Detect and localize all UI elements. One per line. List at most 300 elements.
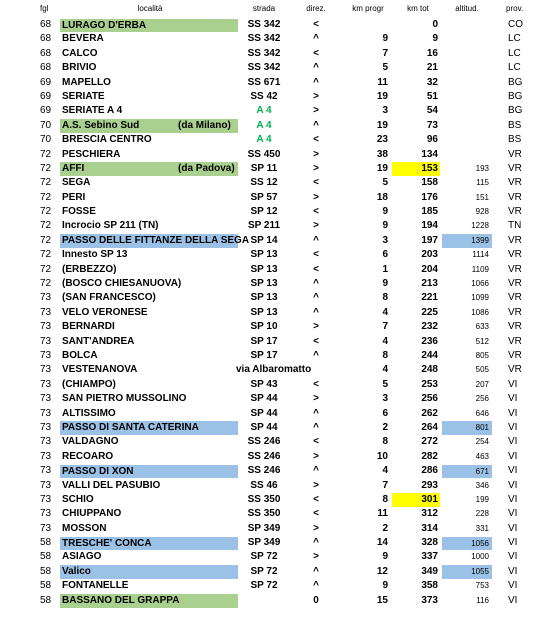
cell-prov: LC	[508, 33, 521, 45]
cell-strada: SS 342	[247, 19, 281, 30]
cell-direz: <	[313, 508, 319, 520]
localita-name: A.S. Sebino Sud	[62, 120, 140, 132]
cell-localita	[60, 392, 238, 406]
cell-prov: LC	[508, 62, 521, 74]
table-row	[0, 522, 542, 536]
cell-fgl: 72	[40, 263, 52, 275]
cell-strada: via Albaromatto	[236, 364, 312, 376]
table-row	[0, 234, 542, 248]
cell-km-tot: 51	[426, 90, 438, 102]
cell-prov: VI	[508, 450, 518, 462]
cell-km-progr: 9	[382, 278, 388, 290]
cell-km-progr: 8	[382, 493, 388, 505]
localita-name: SAN PIETRO MUSSOLINO	[62, 393, 187, 405]
cell-altitud: 151	[475, 192, 489, 202]
cell-fgl: 73	[40, 292, 52, 304]
cell-km-progr: 2	[382, 421, 388, 433]
cell-km-tot: 73	[426, 119, 438, 131]
cell-localita	[60, 349, 238, 363]
cell-strada: SP 17	[250, 349, 278, 361]
cell-km-tot: 264	[421, 421, 438, 433]
cell-prov: VR	[508, 263, 522, 275]
cell-fgl: 69	[40, 105, 52, 117]
cell-strada: SP 72	[250, 551, 278, 563]
cell-direz: <	[313, 249, 319, 261]
cell-direz: <	[313, 19, 319, 30]
cell-prov: VR	[508, 335, 522, 347]
cell-fgl: 72	[40, 278, 52, 290]
cell-km-progr: 12	[376, 565, 388, 577]
cell-strada: SS 342	[247, 62, 281, 74]
cell-altitud: 1055	[442, 565, 492, 578]
cell-km-tot: 185	[421, 206, 438, 218]
cell-prov: TN	[508, 220, 522, 232]
cell-localita	[60, 579, 238, 593]
cell-strada: A 4	[256, 105, 272, 117]
cell-km-progr: 7	[382, 479, 388, 491]
cell-km-progr: 7	[382, 47, 388, 59]
cell-direz: <	[313, 335, 319, 347]
cell-localita	[60, 435, 238, 449]
table-row	[0, 536, 542, 550]
cell-prov: VR	[508, 249, 522, 261]
cell-altitud: 115	[476, 178, 489, 188]
header-strada: strada	[252, 4, 276, 13]
cell-localita	[60, 277, 238, 291]
cell-direz: >	[313, 479, 319, 491]
cell-localita	[60, 522, 238, 536]
cell-km-tot: 16	[426, 47, 438, 59]
localita-name: SCHIO	[62, 493, 94, 505]
cell-strada: A 4	[256, 119, 272, 131]
localita-name: VALDAGNO	[62, 436, 119, 448]
cell-fgl: 69	[40, 90, 52, 102]
cell-km-tot: 349	[421, 565, 438, 577]
cell-strada: SS 246	[247, 436, 281, 448]
cell-km-tot: 373	[421, 594, 438, 606]
cell-strada: SP 72	[250, 580, 278, 592]
cell-altitud: 256	[475, 394, 489, 404]
cell-direz: >	[313, 220, 319, 232]
cell-km-tot: 32	[426, 76, 438, 88]
cell-fgl: 68	[40, 19, 52, 30]
cell-localita	[60, 162, 238, 175]
table-row	[0, 594, 542, 608]
cell-prov: VI	[508, 479, 518, 491]
cell-localita	[60, 363, 238, 377]
cell-altitud: 1066	[471, 279, 489, 289]
cell-strada: SP 13	[250, 263, 278, 275]
cell-fgl: 70	[40, 134, 52, 146]
cell-km-tot: 301	[392, 493, 440, 506]
cell-fgl: 73	[40, 407, 52, 419]
cell-fgl: 68	[40, 47, 52, 59]
cell-km-tot: 328	[421, 537, 438, 549]
cell-localita	[60, 320, 238, 334]
cell-direz: ^	[313, 119, 319, 131]
table-row	[0, 450, 542, 464]
localita-name: VESTENANOVA	[62, 364, 138, 376]
localita-note: (da Milano)	[178, 120, 231, 132]
localita-name: PASSO DI XON	[62, 465, 134, 477]
cell-localita	[60, 493, 238, 507]
cell-prov: VR	[508, 292, 522, 304]
cell-prov: BS	[508, 119, 522, 131]
cell-direz: <	[313, 47, 319, 59]
localita-name: PASSO DI SANTA CATERINA	[62, 422, 199, 434]
cell-km-progr: 8	[382, 349, 388, 361]
cell-altitud: 254	[475, 437, 489, 447]
cell-direz: >	[313, 450, 319, 462]
cell-km-progr: 3	[382, 393, 388, 405]
cell-direz: <	[313, 206, 319, 218]
cell-localita	[60, 205, 238, 219]
localita-name: BRIVIO	[62, 62, 97, 74]
cell-strada: SS 671	[247, 76, 281, 88]
cell-direz: >	[313, 393, 319, 405]
cell-km-progr: 9	[382, 220, 388, 232]
table-row	[0, 219, 542, 233]
cell-direz: >	[313, 148, 319, 160]
cell-localita	[60, 421, 238, 434]
cell-direz: ^	[313, 234, 319, 246]
cell-km-progr: 6	[382, 249, 388, 261]
cell-prov: CO	[508, 19, 523, 30]
cell-altitud: 1114	[472, 250, 489, 260]
cell-km-tot: 272	[421, 436, 438, 448]
cell-km-tot: 358	[421, 580, 438, 592]
table-row	[0, 148, 542, 162]
cell-altitud: 633	[475, 322, 489, 332]
cell-direz: ^	[313, 537, 319, 549]
cell-km-progr: 5	[382, 378, 388, 390]
localita-name: BASSANO DEL GRAPPA	[62, 595, 180, 607]
cell-strada: SP 13	[250, 249, 278, 261]
cell-prov: VI	[508, 436, 518, 448]
table-row	[0, 378, 542, 392]
table-row	[0, 421, 542, 435]
cell-fgl: 72	[40, 220, 52, 232]
cell-strada: SP 13	[250, 306, 278, 318]
cell-localita	[60, 507, 238, 521]
cell-strada: SP 12	[250, 206, 278, 218]
table-row	[0, 493, 542, 507]
header-km-progr: km progr	[352, 4, 384, 13]
cell-fgl: 72	[40, 249, 52, 261]
cell-altitud: 1056	[442, 537, 492, 550]
cell-prov: VI	[508, 465, 518, 477]
cell-altitud: 805	[475, 350, 489, 360]
cell-direz: 0	[313, 594, 319, 606]
cell-fgl: 68	[40, 62, 52, 74]
cell-localita	[60, 263, 238, 277]
cell-direz: ^	[313, 580, 319, 592]
cell-strada: SP 14	[250, 234, 278, 246]
cell-altitud: 116	[476, 595, 489, 605]
cell-strada: SP 72	[250, 565, 278, 577]
cell-strada: SS 246	[247, 450, 281, 462]
table-row	[0, 248, 542, 262]
cell-km-tot: 197	[421, 234, 438, 246]
cell-localita	[60, 594, 238, 607]
cell-fgl: 69	[40, 76, 52, 88]
table-row	[0, 479, 542, 493]
cell-km-tot: 232	[421, 321, 438, 333]
localita-name: TRESCHE' CONCA	[62, 537, 152, 549]
localita-name: Valico	[62, 566, 91, 578]
cell-prov: VR	[508, 177, 522, 189]
cell-km-progr: 8	[382, 292, 388, 304]
cell-km-tot: 204	[421, 263, 438, 275]
cell-fgl: 58	[40, 594, 52, 606]
localita-name: SERIATE	[62, 90, 105, 102]
cell-strada: SP 10	[250, 321, 278, 333]
cell-prov: LC	[508, 47, 521, 59]
cell-localita	[60, 234, 250, 247]
cell-fgl: 73	[40, 522, 52, 534]
cell-km-tot: 194	[421, 220, 438, 232]
cell-altitud: 1099	[471, 293, 489, 303]
cell-km-tot: 213	[421, 278, 438, 290]
localita-name: (ERBEZZO)	[62, 263, 117, 275]
cell-altitud: 646	[475, 408, 489, 418]
localita-name: BOLCA	[62, 349, 98, 361]
cell-direz: <	[313, 177, 319, 189]
cell-localita	[60, 148, 238, 162]
cell-fgl: 72	[40, 191, 52, 203]
localita-name: VALLI DEL PASUBIO	[62, 479, 161, 491]
cell-prov: BG	[508, 90, 523, 102]
table-row	[0, 335, 542, 349]
cell-localita	[60, 90, 238, 104]
localita-name: BEVERA	[62, 33, 104, 45]
cell-strada: SP 13	[250, 278, 278, 290]
cell-strada: SP 57	[250, 191, 278, 203]
cell-km-progr: 15	[376, 594, 388, 606]
cell-altitud: 801	[442, 421, 492, 434]
cell-prov: VI	[508, 551, 518, 563]
cell-prov: VR	[508, 234, 522, 246]
cell-prov: VI	[508, 493, 518, 505]
cell-altitud: 346	[475, 480, 489, 490]
table-row	[0, 550, 542, 564]
table-row	[0, 291, 542, 305]
cell-prov: VI	[508, 421, 518, 433]
cell-direz: ^	[313, 76, 319, 88]
cell-altitud: 463	[475, 451, 489, 461]
cell-km-tot: 314	[421, 522, 438, 534]
cell-prov: VI	[508, 378, 518, 390]
cell-km-progr: 4	[382, 335, 388, 347]
localita-name: (CHIAMPO)	[62, 378, 116, 390]
cell-direz: >	[313, 162, 319, 174]
cell-direz: >	[313, 551, 319, 563]
cell-km-tot: 221	[421, 292, 438, 304]
cell-km-progr: 9	[382, 580, 388, 592]
localita-name: MOSSON	[62, 522, 107, 534]
cell-localita	[60, 47, 238, 61]
table-row	[0, 32, 542, 46]
cell-direz: >	[313, 321, 319, 333]
cell-prov: VR	[508, 162, 522, 174]
table-row	[0, 76, 542, 90]
cell-km-tot: 293	[421, 479, 438, 491]
cell-km-tot: 253	[421, 378, 438, 390]
cell-altitud: 207	[475, 379, 489, 389]
cell-prov: VR	[508, 191, 522, 203]
cell-strada: SP 44	[250, 393, 278, 405]
localita-name: SANT'ANDREA	[62, 335, 135, 347]
localita-name: PESCHIERA	[62, 148, 121, 160]
cell-strada: SS 12	[250, 177, 278, 189]
table-row	[0, 392, 542, 406]
cell-direz: ^	[313, 62, 319, 74]
cell-km-tot: 282	[421, 450, 438, 462]
table-row	[0, 306, 542, 320]
table-row	[0, 349, 542, 363]
cell-km-tot: 0	[432, 19, 438, 30]
cell-altitud: 1399	[442, 234, 492, 247]
table-row	[0, 61, 542, 75]
cell-km-progr: 5	[382, 62, 388, 74]
cell-fgl: 73	[40, 349, 52, 361]
cell-prov: VR	[508, 148, 522, 160]
localita-note: (da Padova)	[178, 163, 235, 175]
table-row	[0, 104, 542, 118]
localita-name: SERIATE A 4	[62, 105, 123, 117]
cell-localita	[60, 76, 238, 90]
localita-name: AFFI	[62, 163, 85, 175]
cell-strada: SS 350	[247, 508, 281, 520]
cell-altitud: 512	[475, 336, 489, 346]
cell-localita	[60, 407, 238, 421]
cell-km-progr: 10	[376, 450, 388, 462]
cell-km-progr: 8	[382, 436, 388, 448]
header-km-tot: km tot	[407, 4, 429, 13]
cell-altitud: 1109	[471, 264, 489, 274]
cell-km-tot: 21	[426, 62, 438, 74]
cell-direz: ^	[313, 33, 319, 45]
cell-km-tot: 203	[421, 249, 438, 261]
cell-localita	[60, 550, 238, 564]
cell-fgl: 73	[40, 493, 52, 505]
table-row	[0, 435, 542, 449]
table-body	[0, 18, 542, 608]
cell-km-progr: 19	[376, 119, 388, 131]
table-row	[0, 407, 542, 421]
cell-km-tot: 286	[421, 465, 438, 477]
cell-altitud: 331	[475, 523, 489, 533]
cell-km-progr: 2	[382, 522, 388, 534]
cell-km-progr: 9	[382, 551, 388, 563]
localita-name: PERI	[62, 191, 86, 203]
cell-km-progr: 11	[377, 76, 388, 88]
table-row	[0, 176, 542, 190]
cell-km-progr: 6	[382, 407, 388, 419]
cell-direz: <	[313, 134, 319, 146]
cell-altitud: 1086	[471, 307, 489, 317]
cell-direz: ^	[313, 292, 319, 304]
cell-strada: SP 17	[250, 335, 278, 347]
cell-fgl: 73	[40, 479, 52, 491]
cell-strada: SP 349	[247, 537, 281, 549]
cell-direz: ^	[313, 565, 319, 577]
cell-fgl: 73	[40, 393, 52, 405]
localita-name: FONTANELLE	[62, 580, 129, 592]
cell-km-progr: 14	[376, 537, 388, 549]
header-prov: prov.	[506, 4, 524, 13]
cell-km-progr: 3	[382, 234, 388, 246]
cell-localita	[60, 335, 238, 349]
cell-km-progr: 1	[382, 263, 388, 275]
cell-altitud: 1000	[471, 552, 489, 562]
cell-fgl: 70	[40, 119, 52, 131]
table-row	[0, 507, 542, 521]
cell-km-progr: 3	[382, 105, 388, 117]
table-row	[0, 277, 542, 291]
cell-localita	[60, 378, 238, 392]
cell-fgl: 73	[40, 436, 52, 448]
cell-prov: VR	[508, 206, 522, 218]
cell-km-progr: 9	[382, 206, 388, 218]
cell-strada: SS 450	[247, 148, 281, 160]
cell-strada: SS 342	[247, 47, 281, 59]
cell-km-tot: 256	[421, 393, 438, 405]
localita-name: BERNARDI	[62, 321, 115, 333]
localita-name: CHIUPPANO	[62, 508, 122, 520]
cell-direz: ^	[313, 407, 319, 419]
cell-altitud: 228	[475, 509, 489, 519]
header-localita: località	[137, 4, 163, 13]
table-row	[0, 263, 542, 277]
cell-prov: VR	[508, 321, 522, 333]
localita-name: (BOSCO CHIESANUOVA)	[62, 278, 182, 290]
localita-name: ALTISSIMO	[62, 407, 116, 419]
cell-km-progr: 5	[382, 177, 388, 189]
cell-altitud: 753	[475, 581, 489, 591]
cell-km-progr: 38	[376, 148, 388, 160]
cell-km-progr: 11	[377, 508, 388, 520]
cell-direz: ^	[313, 421, 319, 433]
cell-fgl: 68	[40, 33, 52, 45]
cell-strada: SP 43	[250, 378, 278, 390]
cell-localita	[60, 306, 238, 320]
cell-km-tot: 96	[426, 134, 438, 146]
cell-localita	[60, 61, 238, 75]
cell-km-tot: 262	[421, 407, 438, 419]
cell-strada: SP 11	[250, 162, 278, 174]
localita-name: MAPELLO	[62, 76, 111, 88]
cell-fgl: 73	[40, 421, 52, 433]
table-row	[0, 90, 542, 104]
cell-prov: VI	[508, 537, 518, 549]
cell-localita	[60, 104, 238, 118]
cell-fgl: 73	[40, 321, 52, 333]
cell-direz: <	[313, 493, 319, 505]
cell-strada: SS 46	[250, 479, 278, 491]
cell-localita	[60, 537, 238, 550]
cell-localita	[60, 450, 238, 464]
cell-fgl: 72	[40, 234, 52, 246]
table-header	[0, 0, 542, 18]
cell-strada: SP 13	[250, 292, 278, 304]
cell-prov: BS	[508, 134, 522, 146]
cell-direz: >	[313, 90, 319, 102]
localita-name: Incrocio SP 211 (TN)	[62, 220, 159, 232]
cell-localita	[60, 565, 238, 578]
cell-localita	[60, 119, 238, 132]
cell-km-tot: 176	[421, 191, 438, 203]
